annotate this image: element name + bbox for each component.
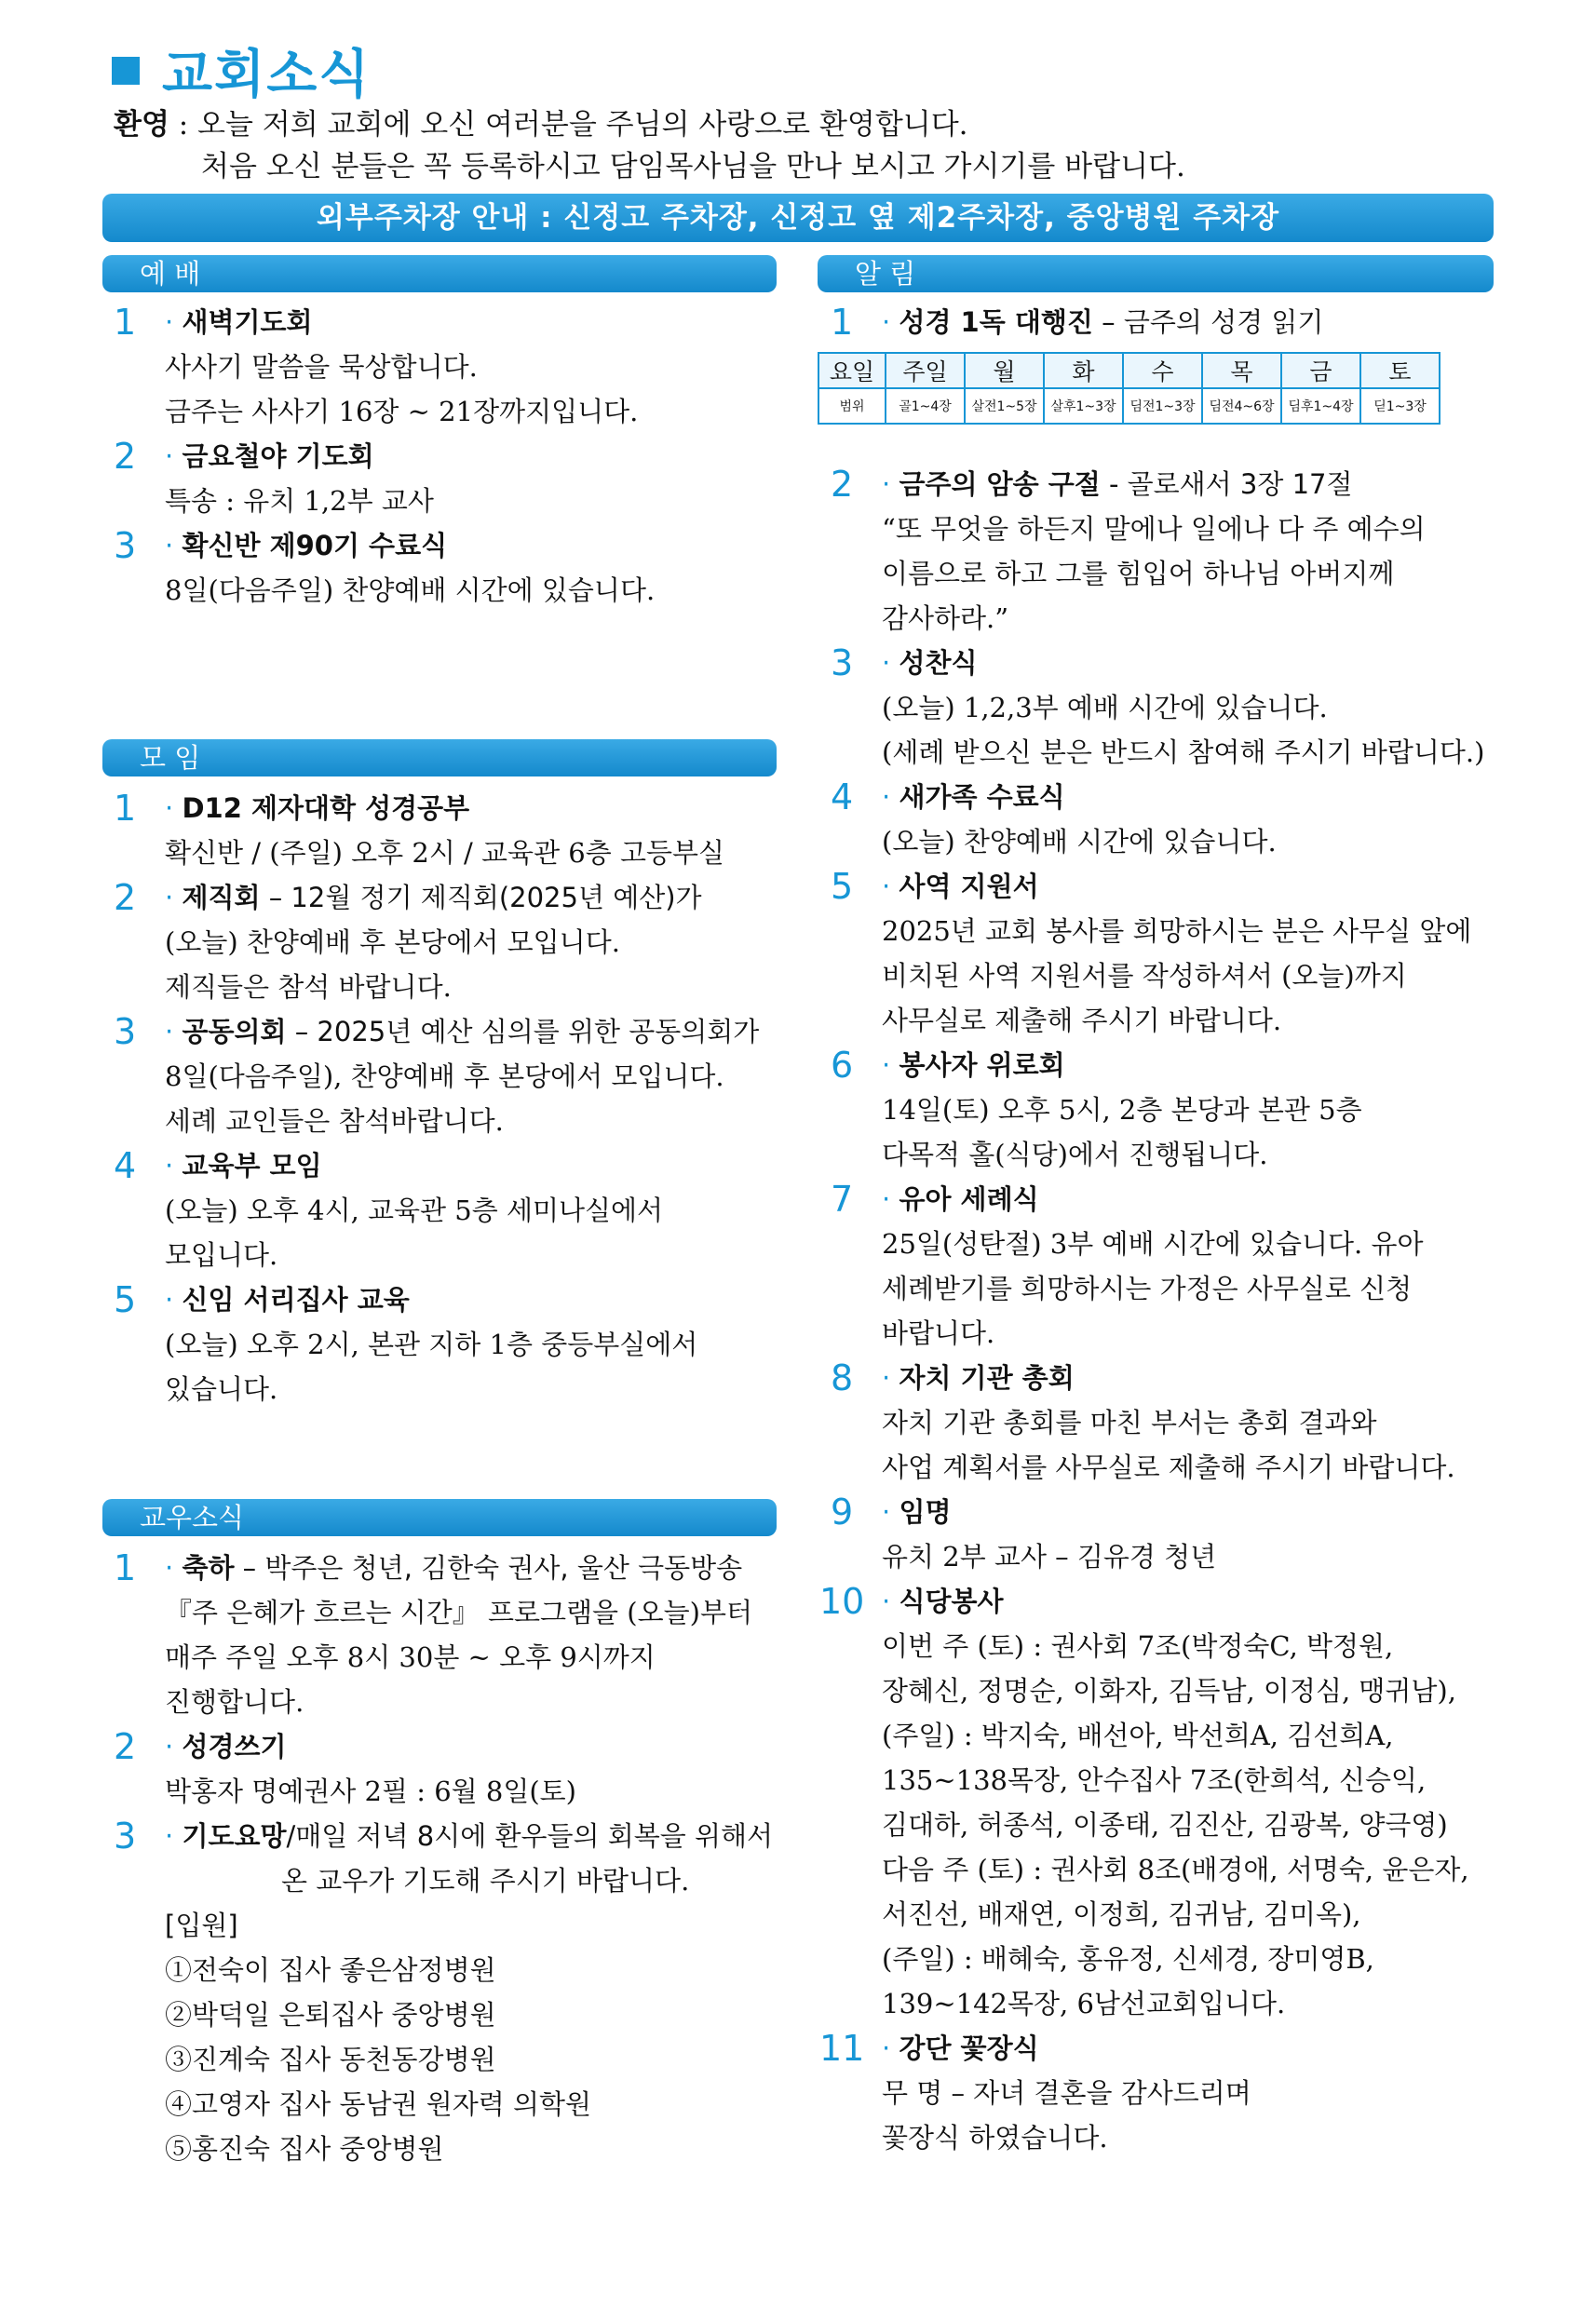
notices-item bbox=[831, 462, 1492, 641]
item-body-line: 세례받기를 희망하시는 가정은 사무실로 신청 bbox=[882, 1273, 1413, 1304]
item-body-line: (세례 받으신 분은 반드시 참여해 주시기 바랍니다.) bbox=[882, 736, 1485, 768]
item-body-line: 세례 교인들은 참석바랍니다. bbox=[165, 1105, 504, 1137]
item-title: 성찬식 bbox=[899, 647, 978, 679]
item-body-line: 모입니다. bbox=[165, 1239, 278, 1271]
page-title: 교회소식 bbox=[162, 45, 372, 105]
item-body-line: 135~138목장, 안수집사 7조(한희석, 신승익, bbox=[882, 1764, 1427, 1796]
schedule-range-cell: 딛1~3장 bbox=[1360, 388, 1440, 424]
item-title: 교육부 모임 bbox=[182, 1150, 322, 1182]
hospital-entry: ②박덕일 은퇴집사 중앙병원 bbox=[165, 1999, 496, 2031]
schedule-range-row bbox=[818, 388, 1440, 424]
item-body-line: 『주 은혜가 흐르는 시간』 프로그램을 (오늘)부터 bbox=[165, 1597, 752, 1628]
item-body-line: 25일(성탄절) 3부 예배 시간에 있습니다. 유아 bbox=[882, 1228, 1424, 1260]
item-body-line: 제직들은 참석 바랍니다. bbox=[165, 971, 452, 1003]
item-heading bbox=[882, 300, 1492, 344]
item-heading bbox=[882, 864, 1492, 909]
item-title: 임명 bbox=[899, 1496, 952, 1528]
item-heading bbox=[882, 641, 1492, 685]
item-body-line: (오늘) 찬양예배 시간에 있습니다. bbox=[882, 826, 1277, 857]
worship-item bbox=[114, 300, 775, 434]
worship-item bbox=[114, 434, 775, 523]
item-heading bbox=[165, 434, 775, 479]
item-title: 확신반 제90기 수료식 bbox=[182, 530, 448, 561]
members-item bbox=[114, 1724, 775, 1814]
schedule-range-cell: 골1~4장 bbox=[886, 388, 965, 424]
item-heading bbox=[165, 1546, 775, 1590]
bullet-dot-icon: · bbox=[882, 781, 899, 813]
meeting-item bbox=[114, 786, 775, 875]
item-title: 제직회 bbox=[182, 882, 261, 913]
item-body-line: 다음 주 (토) : 권사회 8조(배경애, 서명숙, 윤은자, bbox=[882, 1854, 1469, 1885]
worship-item bbox=[114, 523, 775, 613]
item-heading bbox=[165, 523, 775, 568]
bullet-dot-icon: · bbox=[882, 1183, 899, 1215]
item-title: 성경쓰기 bbox=[182, 1731, 287, 1762]
item-heading bbox=[165, 1143, 775, 1188]
notices-item bbox=[819, 1579, 1492, 2026]
item-number: 4 bbox=[831, 776, 854, 817]
notices-item bbox=[831, 1490, 1492, 1579]
bullet-dot-icon: · bbox=[882, 1586, 899, 1617]
item-title: 새벽기도회 bbox=[182, 306, 313, 338]
hospital-entry: ①전숙이 집사 좋은삼정병원 bbox=[165, 1954, 496, 1986]
item-number: 1 bbox=[831, 302, 854, 343]
item-body-line: 비치된 사역 지원서를 작성하셔서 (오늘)까지 bbox=[882, 960, 1407, 992]
bullet-dot-icon: · bbox=[165, 1284, 183, 1316]
item-number: 3 bbox=[114, 1011, 137, 1052]
item-number: 6 bbox=[831, 1045, 854, 1086]
item-heading bbox=[165, 1277, 775, 1322]
item-body-line: 자치 기관 총회를 마친 부서는 총회 결과와 bbox=[882, 1407, 1377, 1438]
item-number: 1 bbox=[114, 302, 137, 343]
item-body-line: (주일) : 박지숙, 배선아, 박선희A, 김선희A, bbox=[882, 1720, 1394, 1751]
item-title: D12 제자대학 성경공부 bbox=[182, 792, 470, 824]
item-title: 사역 지원서 bbox=[899, 871, 1039, 902]
schedule-range-cell: 딤전1~3장 bbox=[1123, 388, 1202, 424]
item-number: 4 bbox=[114, 1145, 137, 1186]
item-body-line: 이번 주 (토) : 권사회 7조(박정숙C, 박정원, bbox=[882, 1630, 1394, 1662]
worship-section bbox=[114, 300, 775, 613]
members-item bbox=[114, 1546, 775, 1724]
item-body-line: 진행합니다. bbox=[165, 1686, 304, 1718]
notices-item bbox=[831, 300, 1492, 344]
notices-item bbox=[831, 641, 1492, 775]
notices-item bbox=[831, 1356, 1492, 1490]
item-heading bbox=[882, 1043, 1492, 1087]
members-section bbox=[114, 1546, 775, 2171]
item-body-line: (오늘) 찬양예배 후 본당에서 모입니다. bbox=[165, 926, 620, 958]
item-body-line: 매주 주일 오후 8시 30분 ~ 오후 9시까지 bbox=[165, 1641, 656, 1673]
schedule-range-cell: 딤후1~4장 bbox=[1281, 388, 1360, 424]
item-heading bbox=[165, 1009, 775, 1054]
bullet-dot-icon: · bbox=[882, 468, 899, 500]
item-body-line: (오늘) 오후 2시, 본관 지하 1층 중등부실에서 bbox=[165, 1329, 698, 1360]
welcome-text bbox=[114, 104, 1185, 188]
bullet-dot-icon: · bbox=[165, 1731, 183, 1762]
item-title: 식당봉사 bbox=[899, 1586, 1004, 1617]
item-number: 2 bbox=[831, 464, 854, 505]
item-title-rest: - 골로새서 3장 17절 bbox=[1100, 468, 1353, 500]
item-title: 신임 서리집사 교육 bbox=[182, 1284, 410, 1316]
bullet-dot-icon: · bbox=[165, 530, 183, 561]
item-title: 기도요망 bbox=[182, 1820, 287, 1852]
schedule-day-cell: 목 bbox=[1202, 353, 1281, 388]
item-body-line: 서진선, 배재연, 이정희, 김귀남, 김미옥), bbox=[882, 1898, 1361, 1930]
item-heading bbox=[882, 2026, 1492, 2071]
bullet-dot-icon: · bbox=[882, 647, 899, 679]
item-heading bbox=[165, 300, 775, 344]
item-body-line: 박홍자 명예권사 2필 : 6월 8일(토) bbox=[165, 1776, 576, 1807]
item-body-line: 다목적 홀(식당)에서 진행됩니다. bbox=[882, 1139, 1268, 1170]
schedule-day-cell: 수 bbox=[1123, 353, 1202, 388]
item-number: 3 bbox=[831, 642, 854, 683]
item-heading bbox=[882, 775, 1492, 819]
item-body-line: 금주는 사사기 16장 ~ 21장까지입니다. bbox=[165, 396, 639, 427]
notices-section-top bbox=[831, 300, 1492, 344]
item-title: 성경 1독 대행진 bbox=[899, 306, 1093, 338]
item-title: 새가족 수료식 bbox=[899, 781, 1065, 813]
item-number: 7 bbox=[831, 1179, 854, 1220]
hospital-entry: ⑤홍진숙 집사 중앙병원 bbox=[165, 2133, 444, 2165]
item-number: 9 bbox=[831, 1492, 854, 1533]
hospital-subheading: [입원] bbox=[165, 1910, 238, 1941]
worship-header: 예 배 bbox=[102, 255, 777, 292]
item-body-line: “또 무엇을 하든지 말에나 일에나 다 주 예수의 bbox=[882, 513, 1426, 545]
item-number: 2 bbox=[114, 877, 137, 918]
item-body-line: (오늘) 오후 4시, 교육관 5층 세미나실에서 bbox=[165, 1195, 664, 1226]
schedule-range-cell: 살전1~5장 bbox=[965, 388, 1044, 424]
meeting-item bbox=[114, 1009, 775, 1143]
meeting-item bbox=[114, 875, 775, 1009]
item-body-line: (오늘) 1,2,3부 예배 시간에 있습니다. bbox=[882, 692, 1328, 723]
item-title: 공동의회 bbox=[182, 1016, 287, 1047]
item-heading bbox=[882, 1356, 1492, 1400]
schedule-day-cell: 금 bbox=[1281, 353, 1360, 388]
notices-item bbox=[831, 1043, 1492, 1177]
meeting-header: 모 임 bbox=[102, 739, 777, 776]
notices-item bbox=[819, 2026, 1492, 2160]
item-number: 1 bbox=[114, 1547, 137, 1588]
item-body-line: 특송 : 유치 1,2부 교사 bbox=[165, 485, 434, 517]
bullet-dot-icon: · bbox=[165, 1820, 183, 1852]
item-body-line: 꽃장식 하였습니다. bbox=[882, 2122, 1108, 2154]
schedule-range-cell: 살후1~3장 bbox=[1044, 388, 1123, 424]
item-heading bbox=[165, 786, 775, 830]
item-body-line: 사사기 말씀을 묵상합니다. bbox=[165, 351, 478, 383]
item-body-line: 온 교우가 기도해 주시기 바랍니다. bbox=[281, 1865, 690, 1897]
bullet-dot-icon: · bbox=[165, 440, 183, 472]
item-body-line: 8일(다음주일), 찬양예배 후 본당에서 모입니다. bbox=[165, 1060, 724, 1092]
item-heading bbox=[882, 1490, 1492, 1534]
meeting-item bbox=[114, 1277, 775, 1411]
item-number: 3 bbox=[114, 1816, 137, 1857]
schedule-day-cell: 토 bbox=[1360, 353, 1440, 388]
item-body-line: 2025년 교회 봉사를 희망하시는 분은 사무실 앞에 bbox=[882, 915, 1472, 947]
item-title: 금요철야 기도회 bbox=[182, 440, 374, 472]
bullet-dot-icon: · bbox=[882, 1049, 899, 1081]
item-title: 자치 기관 총회 bbox=[899, 1362, 1075, 1394]
item-number: 1 bbox=[114, 788, 137, 829]
item-title-rest: – 금주의 성경 읽기 bbox=[1092, 306, 1324, 338]
schedule-day-cell: 주일 bbox=[886, 353, 965, 388]
notices-section bbox=[819, 462, 1492, 2160]
schedule-day-cell: 화 bbox=[1044, 353, 1123, 388]
notices-item bbox=[831, 775, 1492, 864]
schedule-day-row bbox=[818, 353, 1440, 388]
bullet-dot-icon: · bbox=[165, 882, 183, 913]
item-body-line: 무 명 – 자녀 결혼을 감사드리며 bbox=[882, 2077, 1251, 2109]
bullet-dot-icon: · bbox=[165, 1150, 183, 1182]
item-heading bbox=[882, 462, 1492, 506]
bible-reading-schedule bbox=[818, 352, 1440, 425]
item-number: 3 bbox=[114, 525, 137, 566]
members-header: 교우소식 bbox=[102, 1499, 777, 1536]
meeting-section bbox=[114, 786, 775, 1411]
schedule-range-cell: 범위 bbox=[818, 388, 886, 424]
item-number: 2 bbox=[114, 1726, 137, 1767]
item-title: 봉사자 위로회 bbox=[899, 1049, 1065, 1081]
schedule-day-cell: 월 bbox=[965, 353, 1044, 388]
members-item bbox=[114, 1814, 775, 2171]
bullet-dot-icon: · bbox=[882, 306, 899, 338]
title-square-icon bbox=[112, 57, 140, 85]
bullet-dot-icon: · bbox=[882, 2032, 899, 2064]
title-row bbox=[112, 34, 371, 108]
item-number: 11 bbox=[819, 2028, 865, 2069]
welcome-line-2: 처음 오신 분들은 꼭 등록하시고 담임목사님을 만나 보시고 가시기를 바랍니다. bbox=[201, 150, 1185, 183]
item-heading bbox=[165, 1814, 775, 1858]
item-body-line: 감사하라.” bbox=[882, 602, 1009, 634]
item-heading bbox=[882, 1579, 1492, 1624]
item-title-rest: /매일 저녁 8시에 환우들의 회복을 위해서 bbox=[286, 1820, 774, 1852]
item-title: 축하 bbox=[182, 1552, 235, 1584]
item-body-line: 14일(토) 오후 5시, 2층 본당과 본관 5층 bbox=[882, 1094, 1362, 1126]
bullet-dot-icon: · bbox=[882, 871, 899, 902]
hospital-entry: ③진계숙 집사 동천동강병원 bbox=[165, 2044, 496, 2075]
bullet-dot-icon: · bbox=[165, 306, 183, 338]
bullet-dot-icon: · bbox=[882, 1362, 899, 1394]
item-heading bbox=[165, 1724, 775, 1769]
welcome-line-1: : 오늘 저희 교회에 오신 여러분을 주님의 사랑으로 환영합니다. bbox=[169, 108, 968, 142]
item-body-line: (주일) : 배혜숙, 홍유정, 신세경, 장미영B, bbox=[882, 1943, 1374, 1975]
bullet-dot-icon: · bbox=[165, 792, 183, 824]
item-number: 5 bbox=[831, 866, 854, 907]
notices-item bbox=[831, 864, 1492, 1043]
item-body-line: 장혜신, 정명순, 이화자, 김득남, 이정심, 맹귀남), bbox=[882, 1675, 1456, 1707]
item-number: 5 bbox=[114, 1279, 137, 1320]
item-heading bbox=[882, 1177, 1492, 1222]
item-title-rest: – 박주은 청년, 김한숙 권사, 울산 극동방송 bbox=[234, 1552, 743, 1584]
item-body-line: 사무실로 제출해 주시기 바랍니다. bbox=[882, 1005, 1282, 1036]
item-title: 유아 세례식 bbox=[899, 1183, 1039, 1215]
bullet-dot-icon: · bbox=[882, 1496, 899, 1528]
notices-header: 알 림 bbox=[818, 255, 1494, 292]
item-body-line: 이름으로 하고 그를 힘입어 하나님 아버지께 bbox=[882, 558, 1395, 589]
item-body-line: 있습니다. bbox=[165, 1373, 278, 1405]
item-body-line: 확신반 / (주일) 오후 2시 / 교육관 6층 고등부실 bbox=[165, 837, 725, 869]
item-title: 금주의 암송 구절 bbox=[899, 468, 1101, 500]
item-body-line: 사업 계획서를 사무실로 제출해 주시기 바랍니다. bbox=[882, 1452, 1455, 1483]
welcome-label: 환영 bbox=[114, 108, 169, 142]
bullet-dot-icon: · bbox=[165, 1552, 183, 1584]
item-body-line: 8일(다음주일) 찬양예배 시간에 있습니다. bbox=[165, 574, 656, 606]
parking-banner: 외부주차장 안내 : 신정고 주차장, 신정고 옆 제2주차장, 중앙병원 주차장 bbox=[102, 194, 1494, 242]
notices-item bbox=[831, 1177, 1492, 1356]
item-body-line: 바랍니다. bbox=[882, 1317, 995, 1349]
bullet-dot-icon: · bbox=[165, 1016, 183, 1047]
schedule-day-cell: 요일 bbox=[818, 353, 886, 388]
item-number: 2 bbox=[114, 436, 137, 477]
item-body-line: 139~142목장, 6남선교회입니다. bbox=[882, 1988, 1286, 2019]
item-body-line: 유치 2부 교사 – 김유경 청년 bbox=[882, 1541, 1217, 1573]
meeting-item bbox=[114, 1143, 775, 1277]
item-number: 10 bbox=[819, 1581, 865, 1622]
item-heading bbox=[165, 875, 775, 920]
item-title-rest: – 12월 정기 제직회(2025년 예산)가 bbox=[260, 882, 702, 913]
item-title-rest: – 2025년 예산 심의를 위한 공동의회가 bbox=[286, 1016, 760, 1047]
hospital-entry: ④고영자 집사 동남권 원자력 의학원 bbox=[165, 2088, 592, 2120]
item-title: 강단 꽃장식 bbox=[899, 2032, 1039, 2064]
schedule-range-cell: 딤전4~6장 bbox=[1202, 388, 1281, 424]
item-body-line: 김대하, 허종석, 이종태, 김진산, 김광복, 양극영) bbox=[882, 1809, 1448, 1841]
item-number: 8 bbox=[831, 1357, 854, 1398]
